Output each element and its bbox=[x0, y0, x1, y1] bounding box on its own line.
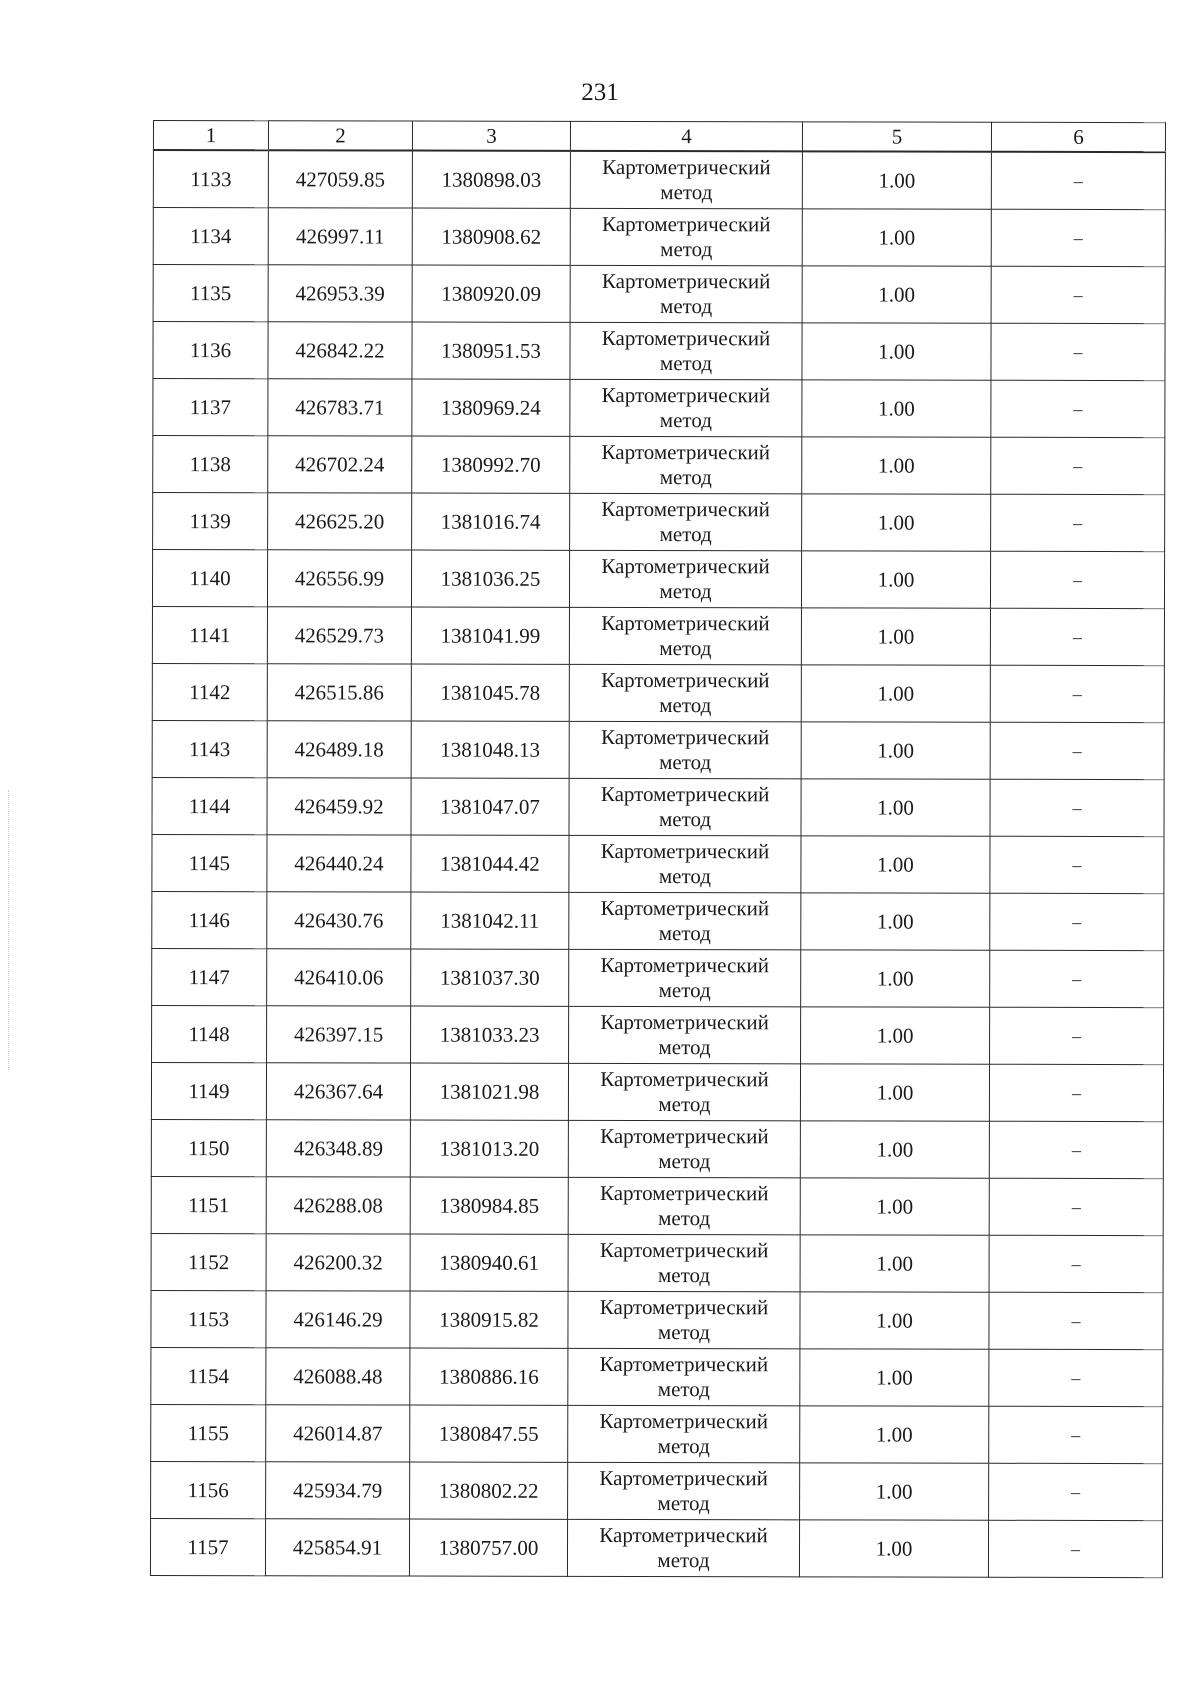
note-cell: – bbox=[991, 323, 1165, 380]
method-line-2: метод bbox=[658, 1263, 711, 1288]
point-number-cell: 1136 bbox=[153, 322, 268, 379]
method-line-2: метод bbox=[658, 978, 711, 1003]
note-cell: – bbox=[990, 893, 1164, 950]
table-row bbox=[152, 607, 1164, 666]
method-line-2: метод bbox=[659, 636, 712, 661]
point-number-cell: 1134 bbox=[153, 208, 268, 265]
table-row bbox=[153, 436, 1165, 495]
method-line-2: метод bbox=[659, 579, 712, 604]
method-line-2: метод bbox=[658, 1092, 711, 1117]
table-row bbox=[152, 550, 1164, 609]
point-number-cell: 1142 bbox=[152, 663, 267, 720]
table-row bbox=[152, 720, 1164, 779]
y-coordinate-cell: 1381044.42 bbox=[411, 835, 569, 892]
point-number-cell: 1147 bbox=[152, 948, 267, 1005]
scan-margin-marks bbox=[8, 790, 13, 1070]
table-row bbox=[152, 834, 1164, 893]
x-coordinate-cell: 426288.08 bbox=[266, 1177, 410, 1234]
y-coordinate-cell: 1380847.55 bbox=[410, 1405, 568, 1462]
point-number-cell: 1141 bbox=[152, 607, 267, 664]
method-cell bbox=[569, 1006, 801, 1063]
method-line-1: Картометрический bbox=[601, 268, 771, 294]
table-row bbox=[153, 265, 1165, 324]
method-cell bbox=[569, 949, 801, 1006]
y-coordinate-cell: 1381047.07 bbox=[411, 778, 569, 835]
accuracy-cell: 1.00 bbox=[802, 380, 991, 437]
method-cell bbox=[570, 208, 802, 265]
header-col-1: 1 bbox=[153, 121, 268, 151]
table-row bbox=[150, 1518, 1162, 1577]
table-row bbox=[151, 1461, 1163, 1520]
accuracy-cell: 1.00 bbox=[800, 1406, 989, 1463]
header-col-6: 6 bbox=[991, 122, 1165, 152]
accuracy-cell: 1.00 bbox=[801, 779, 990, 836]
accuracy-cell: 1.00 bbox=[801, 1007, 990, 1064]
table-row bbox=[151, 1290, 1163, 1349]
x-coordinate-cell: 425854.91 bbox=[265, 1519, 409, 1576]
table-row bbox=[153, 150, 1165, 210]
note-cell: – bbox=[989, 1406, 1163, 1463]
accuracy-cell: 1.00 bbox=[800, 1292, 989, 1349]
note-cell: – bbox=[991, 152, 1165, 210]
x-coordinate-cell: 426529.73 bbox=[267, 607, 411, 664]
point-number-cell: 1143 bbox=[152, 720, 267, 777]
method-cell bbox=[568, 1405, 800, 1462]
method-line-1: Картометрический bbox=[600, 952, 769, 978]
accuracy-cell: 1.00 bbox=[802, 323, 991, 380]
table-row bbox=[151, 1062, 1163, 1121]
x-coordinate-cell: 426842.22 bbox=[268, 322, 412, 379]
accuracy-cell: 1.00 bbox=[800, 1121, 989, 1178]
method-cell bbox=[569, 721, 801, 778]
accuracy-cell: 1.00 bbox=[802, 151, 991, 209]
coordinates-table bbox=[150, 120, 1166, 1578]
x-coordinate-cell: 426430.76 bbox=[267, 892, 411, 949]
method-cell bbox=[570, 493, 802, 550]
table-row bbox=[153, 322, 1165, 381]
note-cell: – bbox=[991, 266, 1165, 323]
method-line-1: Картометрический bbox=[600, 1066, 769, 1092]
note-cell: – bbox=[991, 209, 1165, 266]
method-line-2: метод bbox=[658, 1149, 711, 1174]
point-number-cell: 1148 bbox=[152, 1005, 267, 1062]
note-cell: – bbox=[991, 437, 1165, 494]
y-coordinate-cell: 1381021.98 bbox=[410, 1063, 568, 1120]
x-coordinate-cell: 426200.32 bbox=[266, 1234, 410, 1291]
note-cell: – bbox=[989, 1235, 1163, 1292]
method-cell bbox=[568, 1348, 800, 1405]
y-coordinate-cell: 1381016.74 bbox=[412, 493, 570, 550]
x-coordinate-cell: 426397.15 bbox=[267, 1006, 411, 1063]
method-line-2: метод bbox=[657, 1548, 710, 1573]
method-line-1: Картометрический bbox=[599, 1180, 769, 1206]
table-row bbox=[152, 948, 1164, 1007]
header-col-4: 4 bbox=[570, 121, 802, 151]
header-col-2: 2 bbox=[268, 121, 412, 151]
table-row bbox=[152, 891, 1164, 950]
method-line-1: Картометрический bbox=[599, 1351, 769, 1377]
y-coordinate-cell: 1380915.82 bbox=[410, 1291, 568, 1348]
method-cell bbox=[570, 265, 802, 322]
x-coordinate-cell: 426625.20 bbox=[268, 493, 412, 550]
method-line-1: Картометрический bbox=[600, 838, 770, 864]
x-coordinate-cell: 426014.87 bbox=[266, 1405, 410, 1462]
table-row bbox=[151, 1404, 1163, 1463]
note-cell: – bbox=[990, 779, 1164, 836]
y-coordinate-cell: 1380984.85 bbox=[410, 1177, 568, 1234]
method-cell bbox=[568, 1120, 800, 1177]
point-number-cell: 1137 bbox=[153, 379, 268, 436]
y-coordinate-cell: 1381013.20 bbox=[410, 1120, 568, 1177]
method-cell bbox=[568, 1063, 800, 1120]
accuracy-cell: 1.00 bbox=[801, 950, 990, 1007]
accuracy-cell: 1.00 bbox=[801, 608, 990, 665]
method-line-1: Картометрический bbox=[601, 553, 770, 579]
header-col-5: 5 bbox=[802, 122, 991, 152]
accuracy-cell: 1.00 bbox=[801, 722, 990, 779]
y-coordinate-cell: 1380920.09 bbox=[412, 265, 570, 322]
note-cell: – bbox=[989, 1463, 1163, 1520]
note-cell: – bbox=[990, 1007, 1164, 1064]
y-coordinate-cell: 1380951.53 bbox=[412, 322, 570, 379]
method-line-1: Картометрический bbox=[601, 382, 771, 408]
header-row bbox=[153, 121, 1165, 153]
method-cell bbox=[569, 607, 801, 664]
method-line-2: метод bbox=[660, 294, 713, 319]
method-line-1: Картометрический bbox=[599, 1522, 768, 1548]
method-line-1: Картометрический bbox=[601, 667, 770, 693]
point-number-cell: 1138 bbox=[153, 436, 268, 493]
note-cell: – bbox=[991, 380, 1165, 437]
table-row bbox=[151, 1176, 1163, 1235]
note-cell: – bbox=[989, 1121, 1163, 1178]
note-cell: – bbox=[990, 551, 1164, 608]
point-number-cell: 1135 bbox=[153, 265, 268, 322]
note-cell: – bbox=[989, 1178, 1163, 1235]
method-line-2: метод bbox=[657, 1434, 710, 1459]
note-cell: – bbox=[989, 1064, 1163, 1121]
method-cell bbox=[570, 322, 802, 379]
x-coordinate-cell: 426088.48 bbox=[266, 1348, 410, 1405]
table-row bbox=[151, 1119, 1163, 1178]
method-cell bbox=[568, 1291, 800, 1348]
method-line-2: метод bbox=[657, 1377, 710, 1402]
y-coordinate-cell: 1380886.16 bbox=[410, 1348, 568, 1405]
method-cell bbox=[570, 436, 802, 493]
method-line-2: метод bbox=[658, 807, 712, 832]
x-coordinate-cell: 426146.29 bbox=[266, 1291, 410, 1348]
x-coordinate-cell: 426702.24 bbox=[268, 436, 412, 493]
y-coordinate-cell: 1380802.22 bbox=[410, 1462, 568, 1519]
note-cell: – bbox=[990, 665, 1164, 722]
page-number: 231 bbox=[581, 79, 619, 106]
accuracy-cell: 1.00 bbox=[800, 1463, 989, 1520]
accuracy-cell: 1.00 bbox=[801, 836, 990, 893]
note-cell: – bbox=[989, 1349, 1163, 1406]
x-coordinate-cell: 427059.85 bbox=[268, 150, 412, 208]
x-coordinate-cell: 426410.06 bbox=[267, 949, 411, 1006]
point-number-cell: 1156 bbox=[151, 1461, 266, 1518]
method-line-2: метод bbox=[660, 180, 713, 205]
x-coordinate-cell: 426459.92 bbox=[267, 778, 411, 835]
method-line-1: Картометрический bbox=[599, 1294, 769, 1320]
y-coordinate-cell: 1380992.70 bbox=[412, 436, 570, 493]
x-coordinate-cell: 426348.89 bbox=[266, 1120, 410, 1177]
method-line-2: метод bbox=[658, 1206, 711, 1231]
point-number-cell: 1152 bbox=[151, 1233, 266, 1290]
method-line-1: Картометрический bbox=[599, 1408, 769, 1434]
accuracy-cell: 1.00 bbox=[802, 437, 991, 494]
accuracy-cell: 1.00 bbox=[800, 1349, 989, 1406]
method-line-2: метод bbox=[658, 1035, 711, 1060]
method-cell bbox=[569, 664, 801, 721]
accuracy-cell: 1.00 bbox=[801, 551, 990, 608]
point-number-cell: 1139 bbox=[153, 493, 268, 550]
method-cell bbox=[569, 892, 801, 949]
method-line-1: Картометрический bbox=[600, 895, 770, 921]
method-line-1: Картометрический bbox=[602, 211, 771, 237]
method-line-2: метод bbox=[659, 522, 712, 547]
method-line-1: Картометрический bbox=[600, 781, 770, 807]
method-line-2: метод bbox=[659, 750, 712, 775]
note-cell: – bbox=[990, 722, 1164, 779]
method-cell bbox=[569, 778, 801, 835]
method-line-2: метод bbox=[657, 1491, 710, 1516]
method-line-1: Картометрический bbox=[602, 154, 771, 180]
table-row bbox=[151, 1347, 1163, 1406]
accuracy-cell: 1.00 bbox=[801, 665, 990, 722]
table-row bbox=[153, 493, 1165, 552]
table-row bbox=[152, 777, 1164, 836]
method-line-1: Картометрический bbox=[601, 439, 771, 465]
method-line-2: метод bbox=[659, 351, 713, 376]
method-cell bbox=[569, 550, 801, 607]
point-number-cell: 1145 bbox=[152, 834, 267, 891]
accuracy-cell: 1.00 bbox=[802, 494, 991, 551]
y-coordinate-cell: 1380898.03 bbox=[412, 151, 570, 209]
x-coordinate-cell: 426440.24 bbox=[267, 835, 411, 892]
method-line-1: Картометрический bbox=[600, 724, 770, 750]
x-coordinate-cell: 426997.11 bbox=[268, 208, 412, 265]
y-coordinate-cell: 1381036.25 bbox=[411, 550, 569, 607]
table-row bbox=[153, 379, 1165, 438]
method-cell bbox=[568, 1177, 800, 1234]
method-line-2: метод bbox=[658, 921, 711, 946]
y-coordinate-cell: 1380940.61 bbox=[410, 1234, 568, 1291]
y-coordinate-cell: 1381041.99 bbox=[411, 607, 569, 664]
method-line-1: Картометрический bbox=[599, 1237, 769, 1263]
accuracy-cell: 1.00 bbox=[802, 266, 991, 323]
point-number-cell: 1140 bbox=[152, 550, 267, 607]
accuracy-cell: 1.00 bbox=[800, 1178, 989, 1235]
x-coordinate-cell: 426953.39 bbox=[268, 265, 412, 322]
point-number-cell: 1155 bbox=[151, 1404, 266, 1461]
point-number-cell: 1153 bbox=[151, 1290, 266, 1347]
y-coordinate-cell: 1380969.24 bbox=[412, 379, 570, 436]
x-coordinate-cell: 426489.18 bbox=[267, 721, 411, 778]
method-cell bbox=[568, 1234, 800, 1291]
point-number-cell: 1149 bbox=[151, 1062, 266, 1119]
accuracy-cell: 1.00 bbox=[799, 1520, 988, 1577]
note-cell: – bbox=[990, 836, 1164, 893]
point-number-cell: 1150 bbox=[151, 1119, 266, 1176]
accuracy-cell: 1.00 bbox=[800, 1235, 989, 1292]
y-coordinate-cell: 1381037.30 bbox=[411, 949, 569, 1006]
accuracy-cell: 1.00 bbox=[802, 209, 991, 266]
method-line-2: метод bbox=[660, 237, 713, 262]
x-coordinate-cell: 426515.86 bbox=[267, 664, 411, 721]
method-line-2: метод bbox=[657, 1320, 711, 1345]
table-body bbox=[150, 150, 1165, 1578]
note-cell: – bbox=[988, 1520, 1162, 1577]
x-coordinate-cell: 425934.79 bbox=[266, 1462, 410, 1519]
method-line-2: метод bbox=[659, 408, 712, 433]
note-cell: – bbox=[990, 608, 1164, 665]
method-line-1: Картометрический bbox=[601, 325, 771, 351]
point-number-cell: 1144 bbox=[152, 777, 267, 834]
table-row bbox=[151, 1233, 1163, 1292]
method-line-2: метод bbox=[659, 693, 712, 718]
accuracy-cell: 1.00 bbox=[800, 1064, 989, 1121]
point-number-cell: 1157 bbox=[150, 1518, 265, 1575]
y-coordinate-cell: 1381045.78 bbox=[411, 664, 569, 721]
note-cell: – bbox=[991, 494, 1165, 551]
point-number-cell: 1133 bbox=[153, 150, 268, 208]
x-coordinate-cell: 426783.71 bbox=[268, 379, 412, 436]
method-cell bbox=[567, 1519, 799, 1576]
header-col-3: 3 bbox=[412, 121, 570, 151]
method-cell bbox=[569, 835, 801, 892]
note-cell: – bbox=[989, 1292, 1163, 1349]
table-row bbox=[152, 1005, 1164, 1064]
method-line-1: Картометрический bbox=[599, 1465, 768, 1491]
y-coordinate-cell: 1381033.23 bbox=[411, 1006, 569, 1063]
y-coordinate-cell: 1380757.00 bbox=[409, 1519, 567, 1576]
method-cell bbox=[570, 151, 802, 209]
method-line-1: Картометрический bbox=[600, 1009, 769, 1035]
y-coordinate-cell: 1381042.11 bbox=[411, 892, 569, 949]
method-line-1: Картометрический bbox=[601, 610, 770, 636]
method-cell bbox=[570, 379, 802, 436]
x-coordinate-cell: 426367.64 bbox=[266, 1063, 410, 1120]
point-number-cell: 1146 bbox=[152, 891, 267, 948]
method-line-2: метод bbox=[658, 864, 711, 889]
accuracy-cell: 1.00 bbox=[801, 893, 990, 950]
point-number-cell: 1151 bbox=[151, 1176, 266, 1233]
table-row bbox=[152, 663, 1164, 722]
method-cell bbox=[568, 1462, 800, 1519]
table-row bbox=[153, 208, 1165, 267]
method-line-1: Картометрический bbox=[601, 496, 770, 522]
point-number-cell: 1154 bbox=[151, 1347, 266, 1404]
x-coordinate-cell: 426556.99 bbox=[267, 550, 411, 607]
y-coordinate-cell: 1380908.62 bbox=[412, 208, 570, 265]
method-line-2: метод bbox=[659, 465, 712, 490]
method-line-1: Картометрический bbox=[600, 1123, 769, 1149]
note-cell: – bbox=[990, 950, 1164, 1007]
y-coordinate-cell: 1381048.13 bbox=[411, 721, 569, 778]
